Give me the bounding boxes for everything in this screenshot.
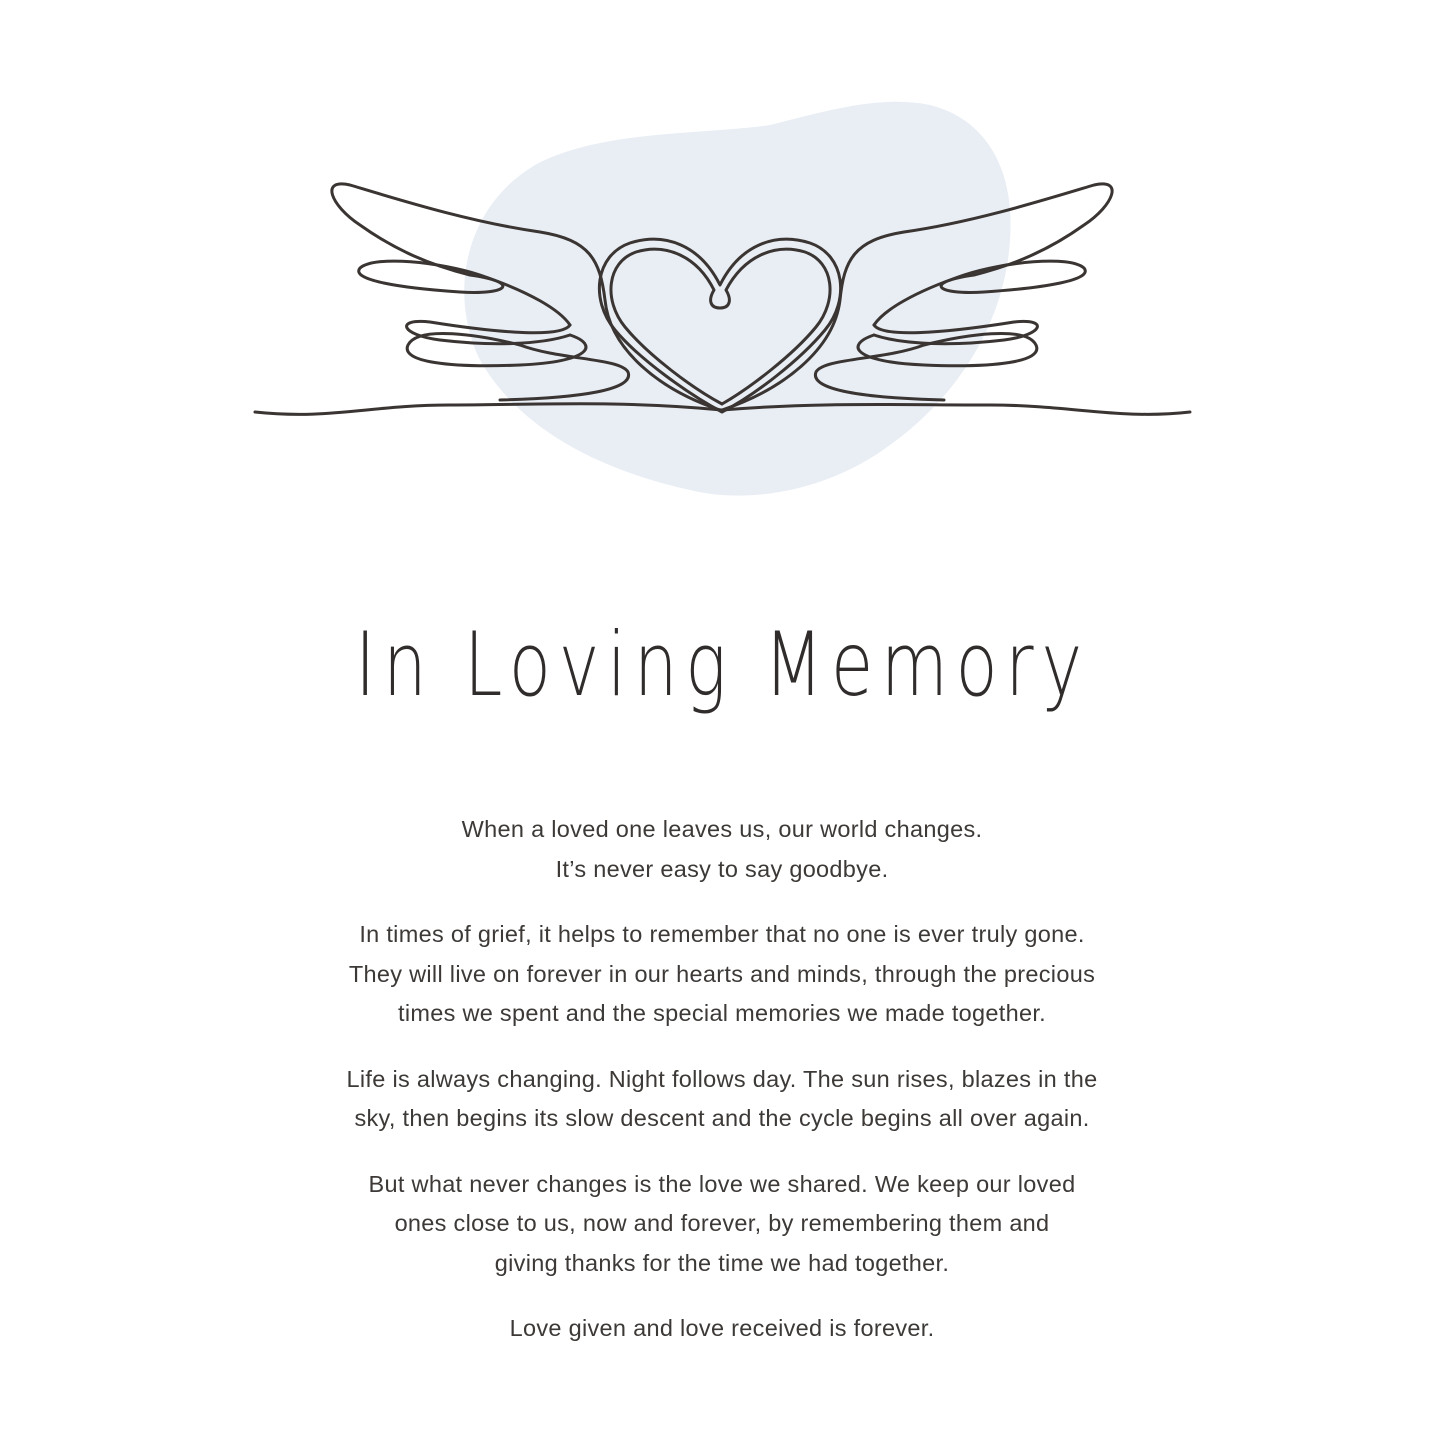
paragraph-2 [222,915,1222,1034]
poem-line: Life is always changing. Night follows day. The sun rises, blazes in the [346,1065,1098,1092]
page-title: In Loving Memory [355,613,1090,716]
poem-line: times we spent and the special memories we made together. [397,1000,1046,1026]
poem-line: Love given and love received is forever. [509,1315,935,1341]
winged-heart-illustration [0,0,1445,520]
poem-line: When a loved one leaves us, our world changes. [461,816,983,842]
poem-line: giving thanks for the time we had together. [494,1249,950,1276]
paragraph-4 [222,1165,1222,1284]
paragraph-5 [222,1309,1222,1349]
background-blob [464,102,1010,496]
poem-line: But what never changes is the love we shared. We keep our loved [368,1170,1076,1197]
paragraph-1 [222,810,1222,889]
paragraph-3 [222,1060,1222,1139]
poem-line: sky, then begins its slow descent and the cycle begins all over again. [354,1105,1090,1131]
poem-line: They will live on forever in our hearts and minds, through the precious [348,960,1096,987]
poem-line: In times of grief, it helps to remember that no one is ever truly gone. [359,921,1085,947]
poem-line: It’s never easy to say goodbye. [555,855,889,882]
poem-text [222,810,1222,1375]
poem-line: ones close to us, now and forever, by remembering them and [394,1210,1050,1236]
